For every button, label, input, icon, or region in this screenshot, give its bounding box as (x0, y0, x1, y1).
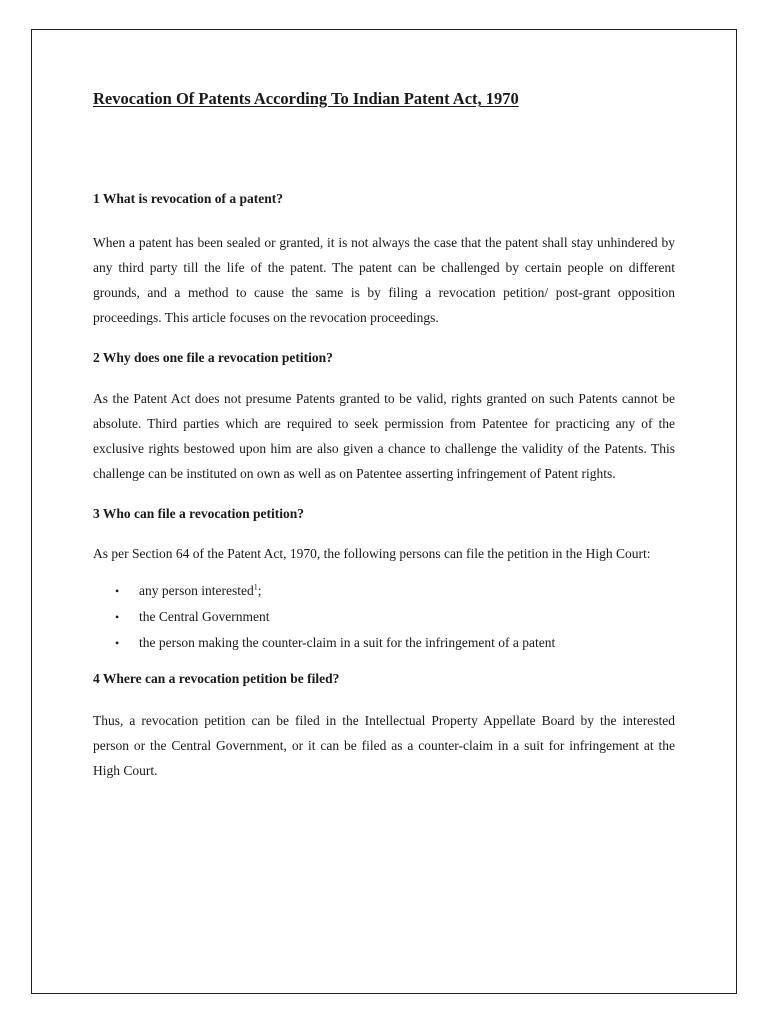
bullet-icon: • (115, 584, 120, 598)
bullet-icon: • (115, 610, 120, 624)
section-heading-3: 3 Who can file a revocation petition? (93, 506, 304, 521)
bullet-list (93, 578, 675, 656)
list-item (93, 604, 675, 630)
list-item (93, 578, 675, 604)
bullet-icon: • (115, 636, 120, 650)
document-page (31, 29, 737, 994)
document-content (93, 88, 675, 783)
section-paragraph-1: When a patent has been sealed or granted, it is not always the case that the patent shall stay unhindered by any third party till the life of the patent. The patent can be challenged by certain people on different grounds, and a method to cause the same is by filing a revocation petition/ post-grant opposition proceedings. This article focuses on the revocation proceedings. (93, 235, 675, 325)
list-item-text: the person making the counter-claim in a suit for the infringement of a patent (139, 635, 556, 650)
section-heading-4: 4 Where can a revocation petition be filed? (93, 671, 340, 686)
section-paragraph-3: As per Section 64 of the Patent Act, 1970, the following persons can file the petition in the High Court: (93, 546, 651, 561)
section-paragraph-4: Thus, a revocation petition can be filed in the Intellectual Property Appellate Board by the interested person or the Central Government, or it can be filed as a counter-claim in a suit for infringement at the High Court. (93, 713, 675, 778)
list-item-suffix: ; (257, 583, 262, 598)
list-item-text: any person interested (139, 583, 254, 598)
list-item (93, 630, 675, 656)
document-title: Revocation Of Patents According To Indian Patent Act, 1970 (93, 89, 519, 108)
footnote-marker[interactable]: 1 (253, 582, 258, 592)
section-heading-1: 1 What is revocation of a patent? (93, 191, 283, 206)
section-heading-2: 2 Why does one file a revocation petition? (93, 350, 333, 365)
list-item-text: the Central Government (139, 609, 270, 624)
section-paragraph-2: As the Patent Act does not presume Patents granted to be valid, rights granted on such Patents cannot be absolute. Third parties which are required to seek permission from Patentee for practicing any of the exclusive rights bestowed upon him are also given a chance to challenge the validity of the Patents. This challenge can be instituted on own as well as on Patentee asserting infringement of Patent rights. (93, 391, 675, 481)
